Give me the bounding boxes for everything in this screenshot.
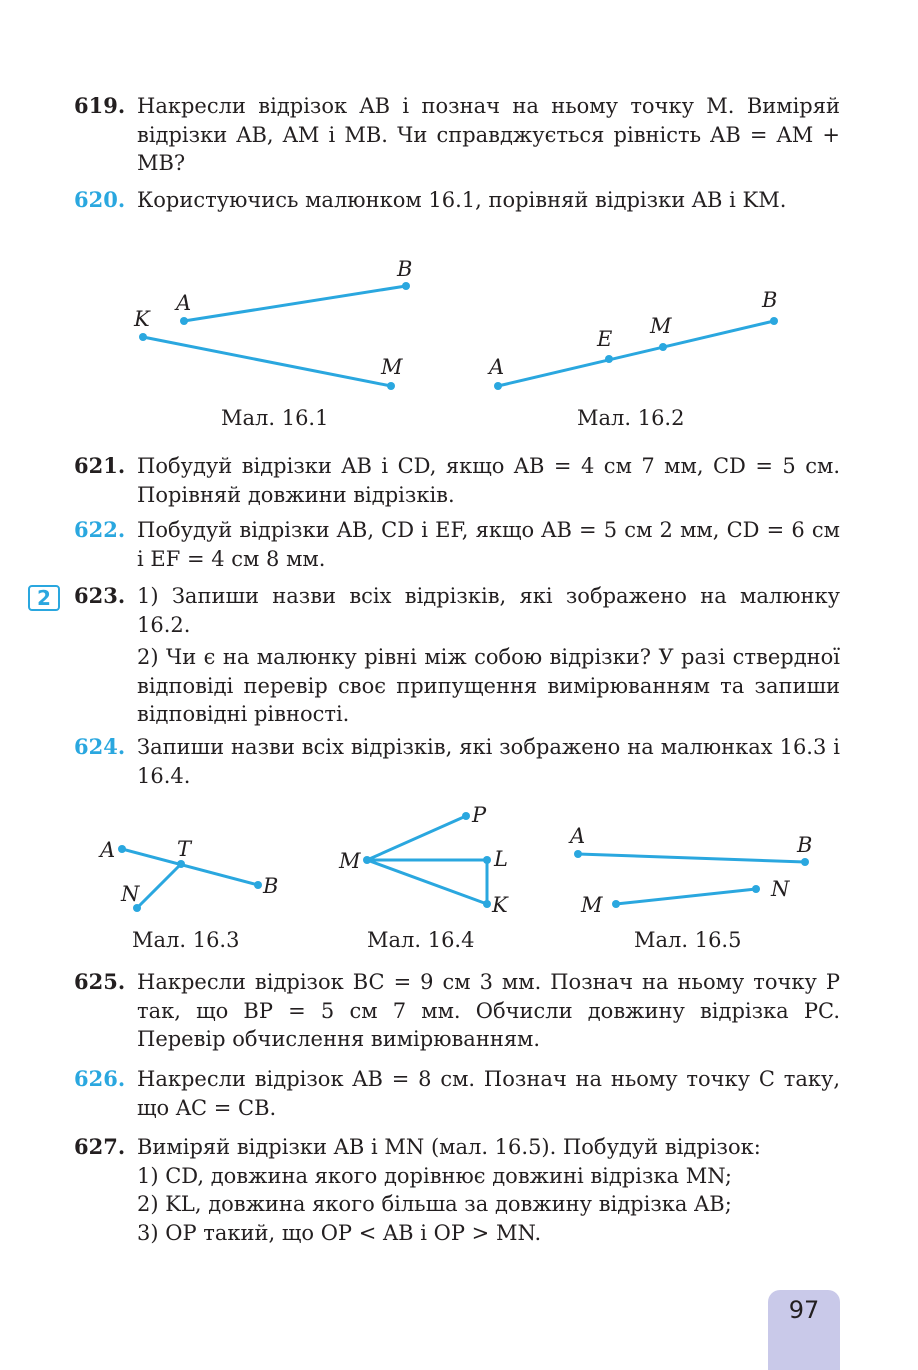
caption-16-2: Мал. 16.2 bbox=[577, 406, 685, 430]
problem-part-2: 2) Чи є на малюнку рівні між собою відрізки? У разі ствердної відповіді перевір своє припущення вимірюванням та запиши відповідні рівності. bbox=[137, 645, 840, 726]
segment-AB bbox=[578, 854, 805, 862]
label-T: T bbox=[177, 837, 192, 861]
label-B: B bbox=[397, 257, 413, 281]
point-M bbox=[363, 856, 371, 864]
caption-16-1: Мал. 16.1 bbox=[221, 406, 329, 430]
problem-627 bbox=[74, 1133, 840, 1247]
problem-number: 619. bbox=[74, 93, 126, 118]
label-B: B bbox=[762, 288, 778, 312]
label-A: A bbox=[570, 824, 586, 848]
point-B bbox=[254, 881, 262, 889]
caption-16-3: Мал. 16.3 bbox=[132, 928, 240, 952]
point-K bbox=[483, 900, 491, 908]
problem-number: 621. bbox=[74, 453, 126, 478]
segment-MP bbox=[367, 816, 466, 860]
problem-number: 622. bbox=[74, 517, 126, 542]
label-M: M bbox=[381, 355, 403, 379]
label-L: L bbox=[494, 847, 508, 871]
caption-16-5: Мал. 16.5 bbox=[634, 928, 742, 952]
problem-number: 620. bbox=[74, 187, 126, 212]
label-K: K bbox=[492, 893, 508, 917]
label-B: B bbox=[797, 833, 813, 857]
label-K: K bbox=[134, 307, 150, 331]
problem-626 bbox=[74, 1065, 840, 1122]
point-B bbox=[801, 858, 809, 866]
problem-number: 623. bbox=[74, 583, 126, 608]
label-P: P bbox=[472, 803, 487, 827]
problem-intro: Виміряй відрізки AB і MN (мал. 16.5). Побудуй відрізок: bbox=[137, 1135, 761, 1159]
label-N: N bbox=[121, 882, 140, 906]
label-N: N bbox=[771, 877, 790, 901]
problem-item-1: 1) CD, довжина якого дорівнює довжині відрізка MN; bbox=[137, 1163, 732, 1188]
problem-number: 625. bbox=[74, 969, 126, 994]
label-A: A bbox=[489, 355, 505, 379]
problem-text: Накресли відрізок AB = 8 см. Познач на ньому точку C таку, що AC = CB. bbox=[137, 1067, 840, 1120]
point-A bbox=[574, 850, 582, 858]
problem-text: Побудуй відрізки AB, CD і EF, якщо AB = 5 см 2 мм, CD = 6 см і EF = 4 см 8 мм. bbox=[137, 518, 840, 571]
problem-text: Побудуй відрізки AB і CD, якщо AB = 4 см 7 мм, CD = 5 см. Порівняй довжини відрізків. bbox=[137, 454, 840, 507]
label-E: E bbox=[597, 327, 613, 351]
problem-number: 624. bbox=[74, 734, 126, 759]
label-M: M bbox=[581, 893, 603, 917]
problem-text: Накресли відрізок AB і познач на ньому точку M. Виміряй відрізки AB, AM і MB. Чи справджується рівність AB = AM + MB? bbox=[137, 94, 840, 175]
problem-item-2: 2) KL, довжина якого більша за довжину відрізка AB; bbox=[137, 1192, 732, 1216]
point-M bbox=[612, 900, 620, 908]
segment-NT bbox=[137, 864, 181, 908]
label-B: B bbox=[263, 874, 279, 898]
point-A bbox=[118, 845, 126, 853]
problem-item-3: 3) OP такий, що OP < AB і OP > MN. bbox=[137, 1220, 542, 1245]
point-L bbox=[483, 856, 491, 864]
point-N bbox=[752, 885, 760, 893]
difficulty-level-badge: 2 bbox=[28, 585, 60, 611]
point-P bbox=[462, 812, 470, 820]
label-M: M bbox=[339, 849, 361, 873]
problem-text: Запиши назви всіх відрізків, які зображено на малюнках 16.3 і 16.4. bbox=[137, 735, 840, 788]
label-A: A bbox=[100, 838, 116, 862]
caption-16-4: Мал. 16.4 bbox=[367, 928, 475, 952]
segment-MN bbox=[616, 889, 756, 904]
problem-text bbox=[137, 1133, 840, 1247]
problem-number: 627. bbox=[74, 1134, 126, 1159]
point-T bbox=[177, 860, 185, 868]
label-A: A bbox=[176, 291, 192, 315]
problem-text: Накресли відрізок BC = 9 см 3 мм. Познач на ньому точку P так, що BP = 5 см 7 мм. Обчисли довжину відрізка PC. Перевір обчислення вимірюванням. bbox=[137, 970, 840, 1051]
segment-MK bbox=[367, 860, 487, 904]
problem-part-1: 1) Запиши назви всіх відрізків, які зображено на малюнку 16.2. bbox=[137, 584, 840, 637]
problem-text: Користуючись малюнком 16.1, порівняй відрізки AB і KM. bbox=[137, 188, 787, 212]
label-M: M bbox=[650, 314, 672, 338]
page-number: 97 bbox=[788, 1296, 820, 1324]
problem-number: 626. bbox=[74, 1066, 126, 1091]
problem-625 bbox=[74, 968, 840, 1054]
